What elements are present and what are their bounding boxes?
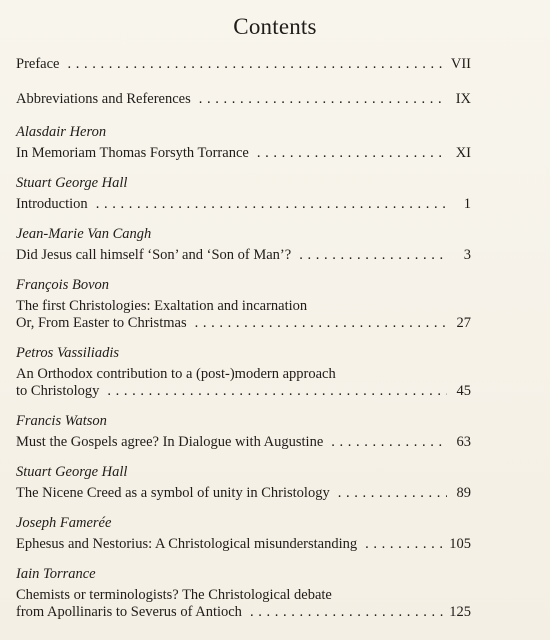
dot-leader xyxy=(338,485,447,502)
toc-entry-ephesus-nestorius[interactable] xyxy=(16,515,471,553)
toc-entry-first-christologies[interactable] xyxy=(16,277,471,332)
entry-author: François Bovon xyxy=(16,277,110,293)
entry-title: from Apollinaris to Severus of Antioch xyxy=(16,604,242,620)
entry-title: In Memoriam Thomas Forsyth Torrance xyxy=(16,145,249,161)
entry-author: Petros Vassiliadis xyxy=(16,345,119,361)
page-number: 63 xyxy=(456,434,471,450)
entry-author: Jean-Marie Van Cangh xyxy=(16,226,152,242)
entry-title-line: Chemists or terminologists? The Christological debate xyxy=(16,587,332,603)
dot-leader xyxy=(195,315,447,332)
page-number: 45 xyxy=(456,383,471,399)
entry-title: Preface xyxy=(16,56,60,72)
entry-title-line: The first Christologies: Exaltation and incarnation xyxy=(16,298,308,314)
entry-title: The Nicene Creed as a symbol of unity in Christology xyxy=(16,485,330,501)
page-number: 105 xyxy=(449,536,471,552)
page-number: IX xyxy=(455,91,471,107)
toc-entry-orthodox-contribution[interactable] xyxy=(16,345,471,400)
entry-title: Did Jesus call himself ‘Son’ and ‘Son of Man’? xyxy=(16,247,292,263)
entry-author: Francis Watson xyxy=(16,413,107,429)
toc-entry-nicene-creed[interactable] xyxy=(16,464,471,502)
dot-leader xyxy=(107,383,447,400)
page-number: VII xyxy=(450,56,471,72)
dot-leader xyxy=(67,56,444,73)
entry-author: Iain Torrance xyxy=(16,566,96,582)
entry-title: Abbreviations and References xyxy=(16,91,191,107)
toc-entry-abbreviations[interactable] xyxy=(16,91,471,108)
toc-entry-preface[interactable] xyxy=(16,56,471,73)
toc-entry-in-memoriam[interactable] xyxy=(16,124,471,162)
toc-entry-son-of-man[interactable] xyxy=(16,226,471,264)
page-number: 125 xyxy=(449,604,471,620)
entry-author: Joseph Famerée xyxy=(16,515,112,531)
contents-heading: Contents xyxy=(233,14,317,39)
dot-leader xyxy=(199,91,447,108)
entry-author: Stuart George Hall xyxy=(16,175,128,191)
entry-author: Stuart George Hall xyxy=(16,464,128,480)
toc-entry-gospels-agree[interactable] xyxy=(16,413,471,451)
dot-leader xyxy=(331,434,447,451)
dot-leader xyxy=(96,196,447,213)
page-number: XI xyxy=(455,145,471,161)
entry-title: Ephesus and Nestorius: A Christological misunderstanding xyxy=(16,536,358,552)
entry-title: Introduction xyxy=(16,196,88,212)
dot-leader xyxy=(250,604,443,621)
page-number: 27 xyxy=(456,315,471,331)
toc-entry-chemists-terminologists[interactable] xyxy=(16,566,471,621)
page-number: 3 xyxy=(463,247,471,263)
dot-leader xyxy=(257,145,447,162)
page-number: 1 xyxy=(463,196,471,212)
dot-leader xyxy=(299,247,447,264)
entry-title: Must the Gospels agree? In Dialogue with Augustine xyxy=(16,434,324,450)
entry-title-line: An Orthodox contribution to a (post-)modern approach xyxy=(16,366,336,382)
entry-title: to Christology xyxy=(16,383,100,399)
toc-entry-introduction[interactable] xyxy=(16,175,471,213)
dot-leader xyxy=(365,536,443,553)
entry-title: Or, From Easter to Christmas xyxy=(16,315,187,331)
page-number: 89 xyxy=(456,485,471,501)
entry-author: Alasdair Heron xyxy=(16,124,107,140)
